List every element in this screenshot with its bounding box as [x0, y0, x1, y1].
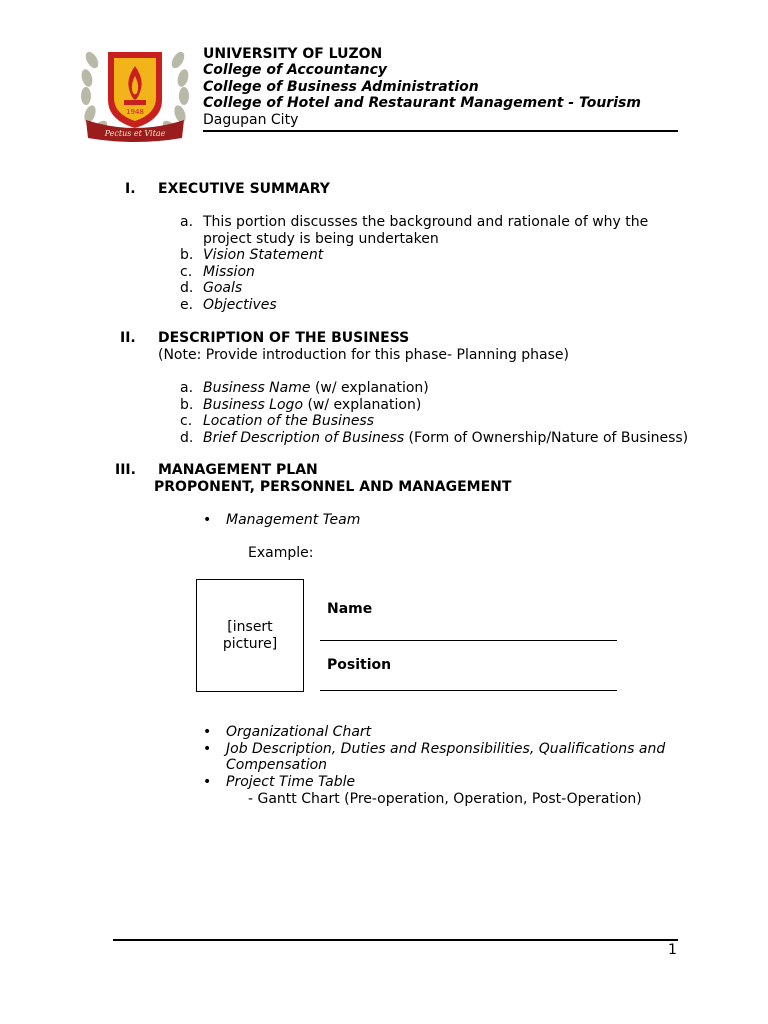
bullet-icon: •: [203, 774, 212, 790]
picture-placeholder-text: [insert: [227, 619, 273, 635]
bullet-item-text: Organizational Chart: [226, 724, 372, 740]
list-marker: d.: [180, 280, 194, 296]
list-item-detail: (w/ explanation): [303, 397, 422, 413]
list-item: [203, 397, 421, 414]
list-marker: c.: [180, 413, 193, 429]
list-item-text: Business Logo: [203, 397, 304, 413]
example-label: Example:: [248, 545, 314, 561]
list-item-text: Vision Statement: [203, 247, 324, 263]
page-number: 1: [668, 942, 677, 958]
college-name: College of Business Administration: [203, 79, 479, 95]
svg-text:Pectus et Vitae: Pectus et Vitae: [104, 129, 166, 138]
list-item-text: Location of the Business: [203, 413, 375, 429]
section-numeral: III.: [115, 462, 136, 478]
bullet-item-text: Compensation: [226, 757, 328, 773]
name-underline: [320, 640, 617, 641]
list-item-detail: (Form of Ownership/Nature of Business): [404, 430, 689, 446]
section-note: (Note: Provide introduction for this phase- Planning phase): [158, 347, 570, 363]
list-item-text: This portion discusses the background and rationale of why the: [203, 214, 649, 230]
list-item-text: Business Name: [203, 380, 311, 396]
bullet-item-text: Job Description, Duties and Responsibilities, Qualifications and: [226, 741, 666, 757]
list-item-text: Mission: [203, 264, 255, 280]
college-name: College of Accountancy: [203, 62, 388, 78]
list-item-text: Brief Description of Business: [203, 430, 405, 446]
list-item-text: Objectives: [203, 297, 277, 313]
list-item-text: project study is being undertaken: [203, 231, 439, 247]
section-title: DESCRIPTION OF THE BUSINESS: [158, 330, 410, 346]
section-numeral: I.: [125, 181, 136, 197]
bullet-item-text: Project Time Table: [226, 774, 356, 790]
list-marker: e.: [180, 297, 194, 313]
university-seal-icon: [78, 40, 192, 146]
list-marker: a.: [180, 380, 194, 396]
section-numeral: II.: [120, 330, 136, 346]
footer-divider: [113, 939, 678, 941]
college-name: College of Hotel and Restaurant Management - Tourism: [203, 95, 641, 111]
position-label: Position: [327, 657, 392, 673]
list-item-detail: (w/ explanation): [310, 380, 429, 396]
university-logo: [78, 40, 192, 146]
list-marker: a.: [180, 214, 194, 230]
list-item-text: Goals: [203, 280, 243, 296]
gantt-subitem: - Gantt Chart (Pre-operation, Operation, Post-Operation): [248, 791, 642, 807]
name-label: Name: [327, 601, 373, 617]
list-item: [203, 430, 688, 447]
list-marker: b.: [180, 397, 194, 413]
position-underline: [320, 690, 617, 691]
section-title: EXECUTIVE SUMMARY: [158, 181, 330, 197]
university-name: UNIVERSITY OF LUZON: [203, 46, 383, 62]
svg-text:1948: 1948: [126, 108, 144, 116]
city-name: Dagupan City: [203, 112, 299, 128]
list-marker: c.: [180, 264, 193, 280]
section-subtitle: PROPONENT, PERSONNEL AND MANAGEMENT: [154, 479, 512, 495]
list-marker: b.: [180, 247, 194, 263]
picture-placeholder: [196, 579, 304, 692]
header-divider: [203, 130, 678, 132]
bullet-icon: •: [203, 512, 212, 528]
list-item: [203, 413, 374, 430]
bullet-icon: •: [203, 741, 212, 757]
section-title: MANAGEMENT PLAN: [158, 462, 318, 478]
list-item: [203, 380, 429, 397]
picture-placeholder-text: picture]: [222, 636, 278, 652]
list-marker: d.: [180, 430, 194, 446]
bullet-item-text: Management Team: [226, 512, 361, 528]
bullet-icon: •: [203, 724, 212, 740]
